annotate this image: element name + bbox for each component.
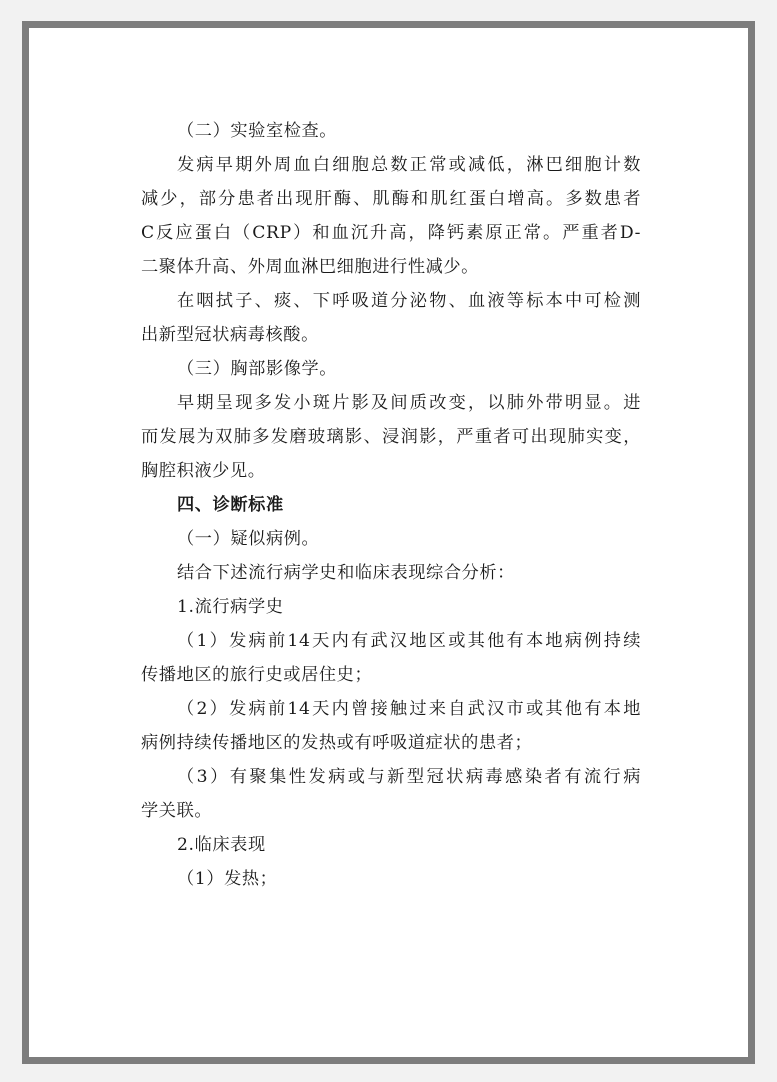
text-line: 早期呈现多发小斑片影及间质改变，以肺外带明显。进 <box>177 393 641 413</box>
text-line: 病例持续传播地区的发热或有呼吸道症状的患者； <box>141 733 533 753</box>
text-line: 胸腔积液少见。 <box>141 461 266 481</box>
text-line: （二）实验室检查。 <box>177 121 338 141</box>
text-line: C反应蛋白（CRP）和血沉升高，降钙素原正常。严重者D- <box>141 223 641 243</box>
text-line: 出新型冠状病毒核酸。 <box>141 325 319 345</box>
document-body <box>141 114 641 896</box>
text-line: 而发展为双肺多发磨玻璃影、浸润影，严重者可出现肺实变， <box>141 427 641 447</box>
text-line: （2）发病前14天内曾接触过来自武汉市或其他有本地 <box>177 699 641 719</box>
text-line: （1）发病前14天内有武汉地区或其他有本地病例持续 <box>177 631 641 651</box>
text-line: （3）有聚集性发病或与新型冠状病毒感染者有流行病 <box>177 767 641 787</box>
section-heading: （一）疑似病例。 <box>177 529 320 549</box>
subsection-heading: 2.临床表现 <box>177 835 266 855</box>
text-line: 减少，部分患者出现肝酶、肌酶和肌红蛋白增高。多数患者 <box>141 189 641 209</box>
text-line: 在咽拭子、痰、下呼吸道分泌物、血液等标本中可检测 <box>177 291 641 311</box>
text-line: 发病早期外周血白细胞总数正常或减低，淋巴细胞计数 <box>177 155 641 175</box>
section-heading: （三）胸部影像学。 <box>177 359 338 379</box>
text-line: 学关联。 <box>141 801 213 821</box>
text-line: （1）发热； <box>177 869 278 889</box>
subsection-heading: 1.流行病学史 <box>177 597 284 617</box>
text-line: 结合下述流行病学史和临床表现综合分析： <box>177 563 515 583</box>
text-line: 二聚体升高、外周血淋巴细胞进行性减少。 <box>141 257 479 277</box>
text-line: 传播地区的旅行史或居住史； <box>141 665 373 685</box>
chapter-heading: 四、诊断标准 <box>177 495 284 515</box>
